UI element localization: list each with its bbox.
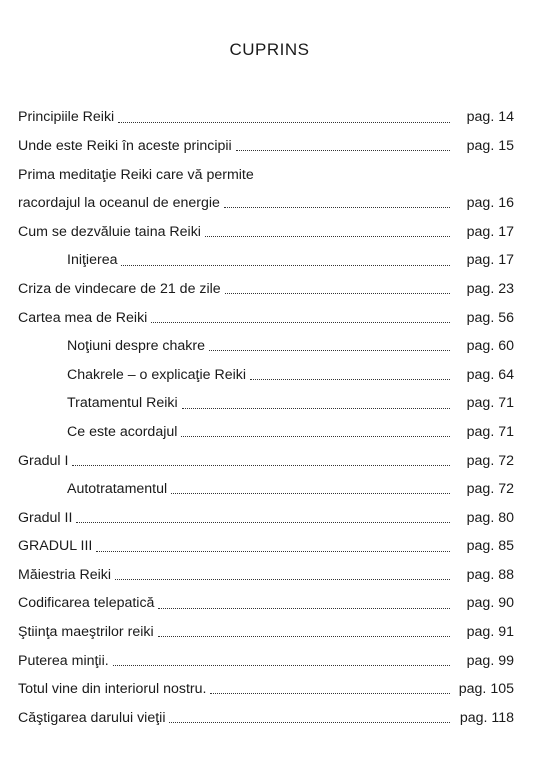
- dot-leader: [158, 636, 450, 637]
- toc-entry: [18, 582, 514, 611]
- toc-entry: [18, 639, 514, 668]
- toc-entry-page: pag. 16: [466, 195, 514, 212]
- toc-entry: [18, 554, 514, 583]
- toc-entry-page: pag. 90: [466, 595, 514, 612]
- toc-entry-page: pag. 118: [459, 709, 514, 726]
- toc-entry-title: Cum se dezvăluie taina Reiki: [18, 223, 201, 240]
- toc-entry-title: Tratamentul Reiki: [67, 395, 178, 412]
- toc-entry: [18, 210, 514, 239]
- dot-leader: [182, 408, 450, 409]
- toc-entry-page: pag. 99: [466, 652, 514, 669]
- toc-entry: [18, 611, 514, 640]
- dot-leader: [181, 436, 450, 437]
- toc-entry: [18, 153, 514, 182]
- dot-leader: [96, 551, 450, 552]
- dot-leader: [151, 322, 450, 323]
- toc-entry-title: Căştigarea darului vieţii: [18, 709, 166, 726]
- toc-entry-page: pag. 71: [466, 423, 514, 440]
- toc-entry-page: pag. 91: [466, 624, 514, 641]
- toc-entry-title: Autotratamentul: [67, 481, 168, 498]
- toc-entry-title: GRADUL III: [18, 538, 93, 555]
- dot-leader: [76, 522, 450, 523]
- dot-leader: [115, 579, 450, 580]
- toc-entry-page: pag. 56: [466, 309, 514, 326]
- toc-entry: [18, 439, 514, 468]
- toc-entry-page: pag. 72: [466, 452, 514, 469]
- toc-entry: [18, 696, 514, 725]
- toc-entry: [18, 468, 514, 497]
- toc-entry-title: Principiile Reiki: [18, 109, 115, 126]
- toc-entry-title: Ce este acordajul: [67, 423, 178, 440]
- table-of-contents: [18, 96, 514, 725]
- toc-entry: [18, 96, 514, 125]
- toc-entry-title: Criza de vindecare de 21 de zile: [18, 280, 221, 297]
- toc-entry-title: Gradul I: [18, 452, 69, 469]
- dot-leader: [209, 350, 450, 351]
- toc-entry-page: pag. 17: [466, 252, 514, 269]
- toc-entry-title: Chakrele – o explicaţie Reiki: [67, 366, 247, 383]
- toc-entry: [18, 353, 514, 382]
- dot-leader: [210, 693, 450, 694]
- toc-entry-title: Noţiuni despre chakre: [67, 338, 206, 355]
- toc-entry-page: pag. 14: [466, 109, 514, 126]
- toc-entry: [18, 182, 514, 211]
- toc-entry-title: Codificarea telepatică: [18, 595, 155, 612]
- toc-entry: [18, 325, 514, 354]
- dot-leader: [236, 150, 450, 151]
- toc-entry-page: pag. 85: [466, 538, 514, 555]
- toc-entry-title: Gradul II: [18, 509, 73, 526]
- dot-leader: [225, 293, 450, 294]
- toc-entry-title: Puterea minţii.: [18, 652, 109, 669]
- toc-entry-title: Prima meditaţie Reiki care vă permite: [18, 166, 254, 183]
- dot-leader: [158, 608, 450, 609]
- toc-entry-title: Iniţierea: [67, 252, 118, 269]
- dot-leader: [121, 265, 450, 266]
- toc-entry-title: Totul vine din interiorul nostru.: [18, 681, 207, 698]
- dot-leader: [224, 207, 450, 208]
- dot-leader: [250, 379, 450, 380]
- toc-entry: [18, 239, 514, 268]
- toc-entry-page: pag. 15: [466, 137, 514, 154]
- dot-leader: [171, 493, 450, 494]
- toc-entry-title: Ştiinţa maeştrilor reiki: [18, 624, 154, 641]
- dot-leader: [113, 665, 450, 666]
- toc-entry-title: Măiestria Reiki: [18, 566, 112, 583]
- toc-entry-page: pag. 64: [466, 366, 514, 383]
- dot-leader: [72, 465, 450, 466]
- toc-entry-page: pag. 71: [466, 395, 514, 412]
- toc-entry: [18, 411, 514, 440]
- dot-leader: [169, 722, 450, 723]
- toc-entry-page: pag. 72: [466, 481, 514, 498]
- dot-leader: [205, 236, 450, 237]
- toc-entry: [18, 296, 514, 325]
- toc-entry: [18, 382, 514, 411]
- toc-entry-title: racordajul la oceanul de energie: [18, 195, 220, 212]
- toc-entry-title: Cartea mea de Reiki: [18, 309, 148, 326]
- toc-entry-page: pag. 23: [466, 280, 514, 297]
- page-title: CUPRINS: [229, 40, 310, 59]
- toc-entry: [18, 668, 514, 697]
- toc-entry-page: pag. 60: [466, 338, 514, 355]
- toc-entry-page: pag. 88: [466, 566, 514, 583]
- toc-entry-page: pag. 17: [466, 223, 514, 240]
- toc-entry: [18, 525, 514, 554]
- toc-entry-page: pag. 105: [458, 681, 514, 698]
- toc-entry-title: Unde este Reiki în aceste principii: [18, 137, 232, 154]
- toc-entry: [18, 125, 514, 154]
- toc-entry: [18, 268, 514, 297]
- toc-entry: [18, 496, 514, 525]
- dot-leader: [118, 122, 450, 123]
- toc-entry-page: pag. 80: [466, 509, 514, 526]
